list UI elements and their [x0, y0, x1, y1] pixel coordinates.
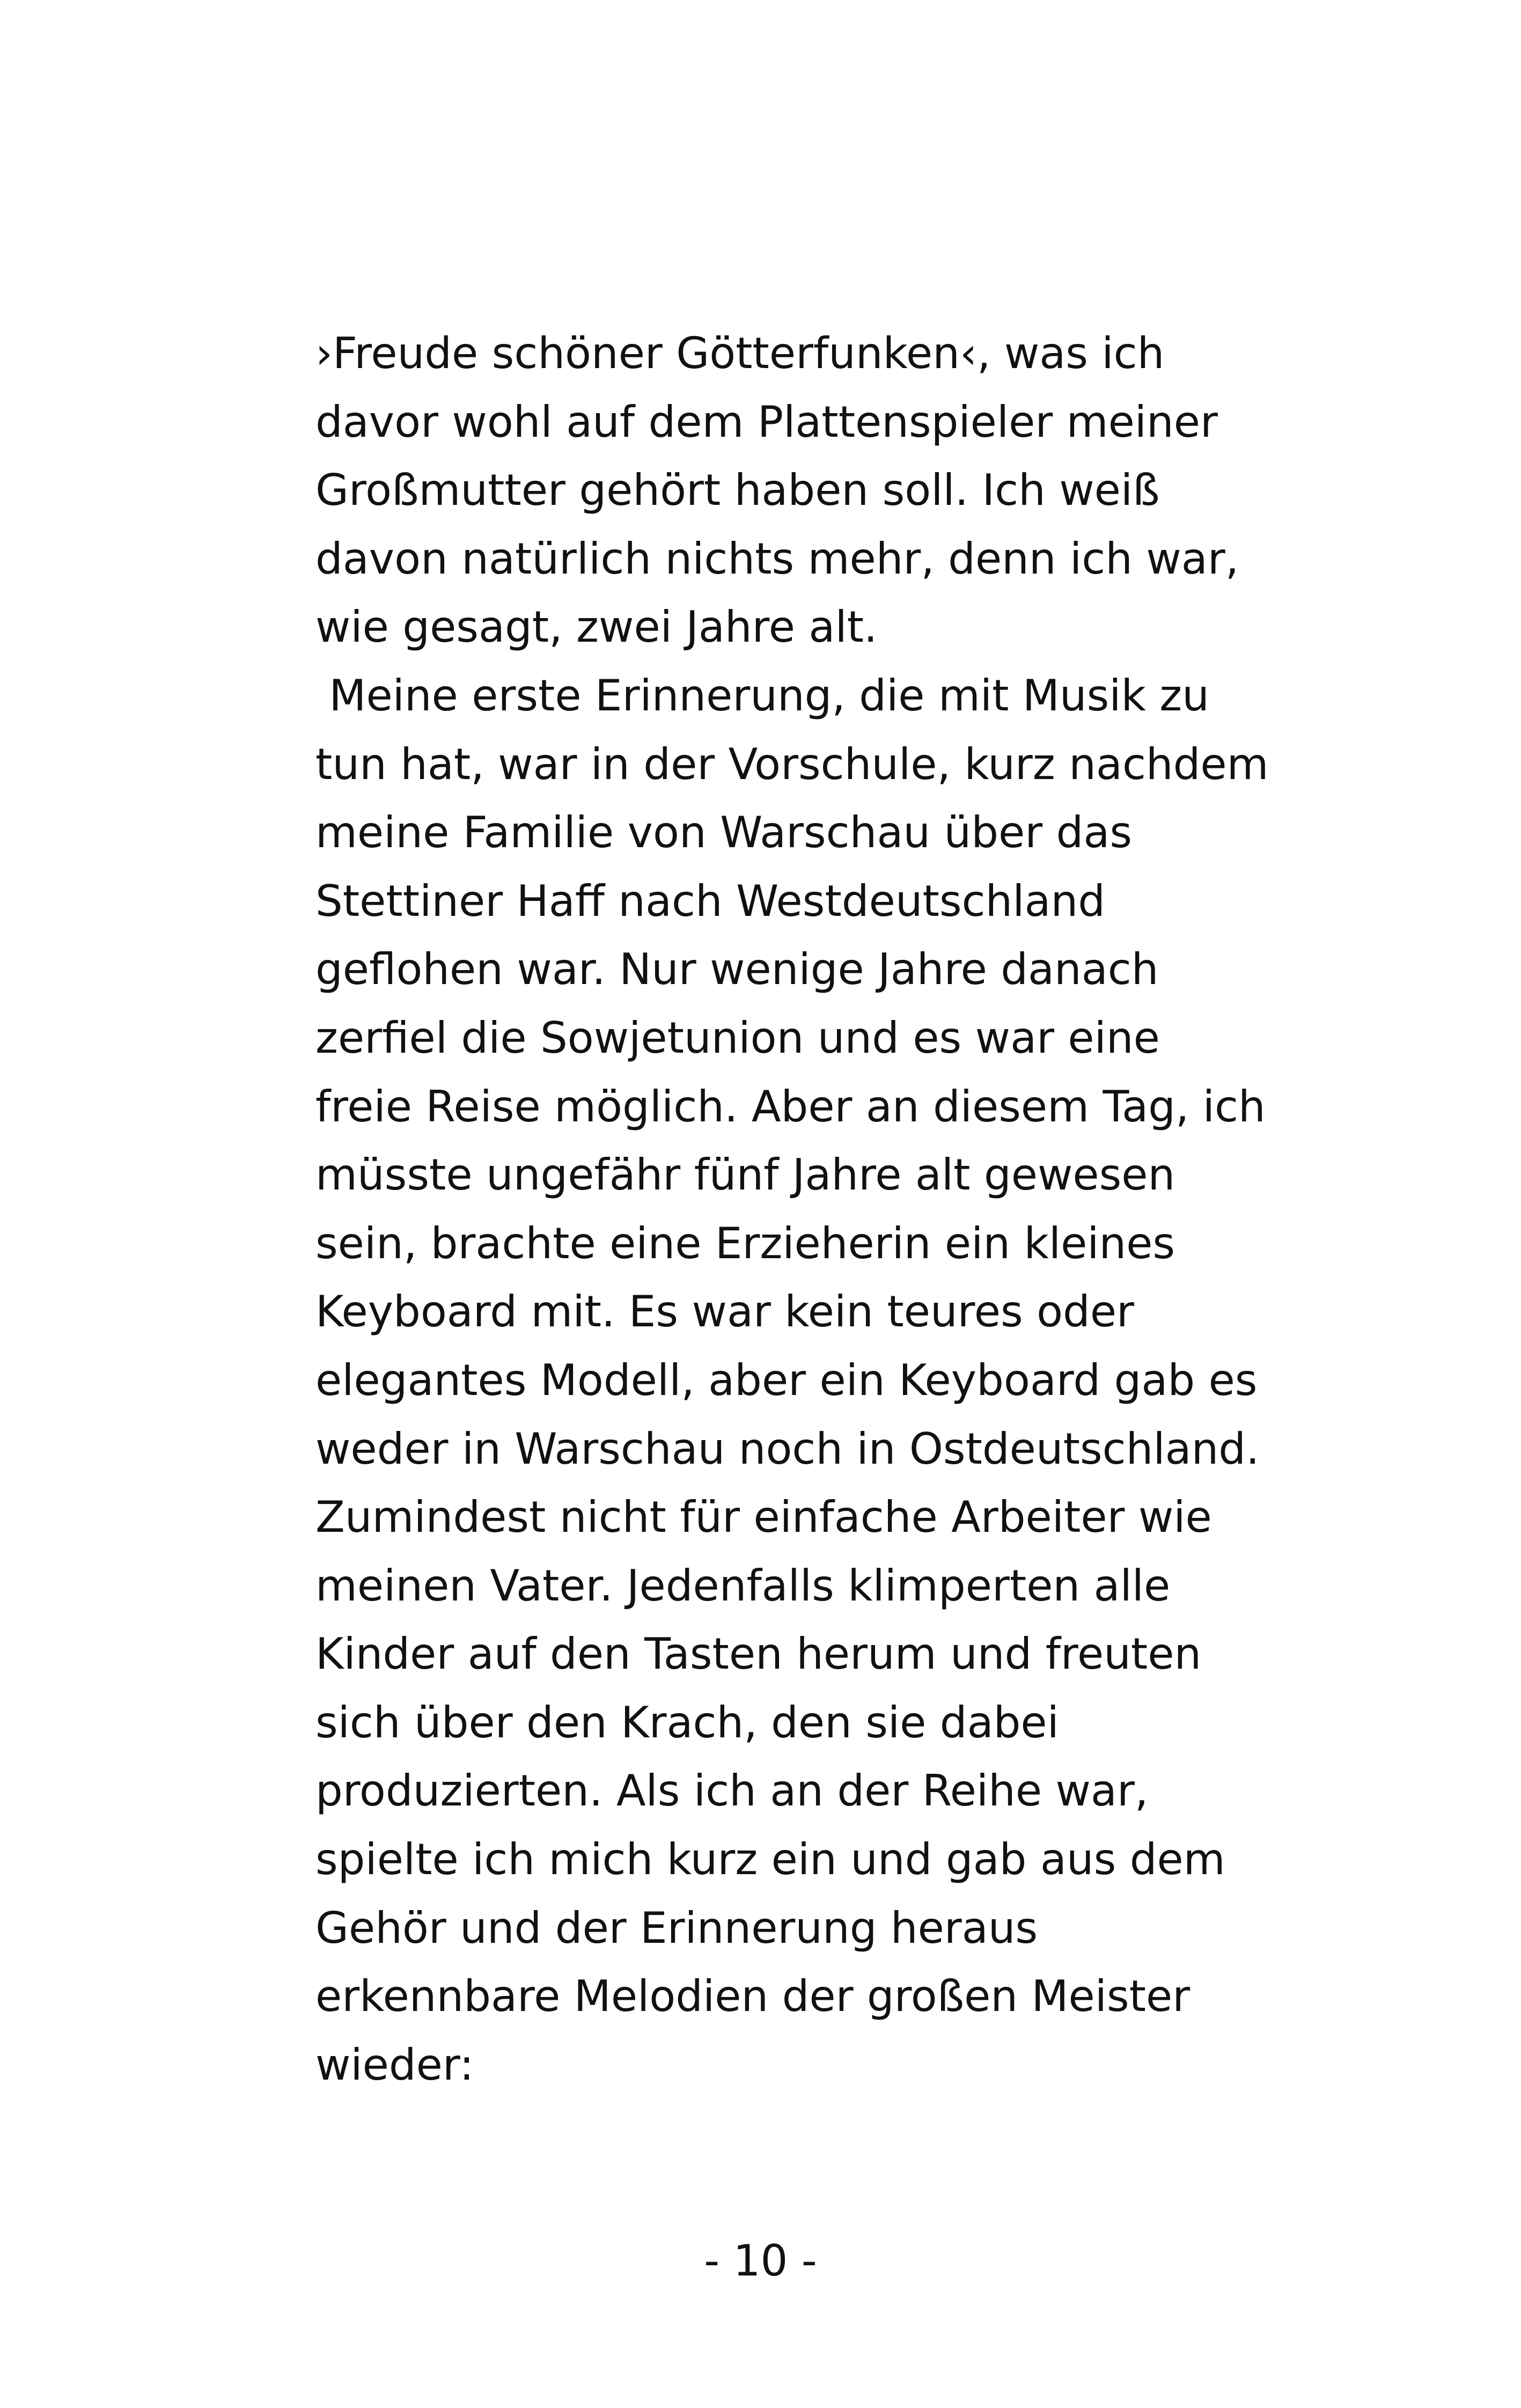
text-line-1: ›Freude schöner Götterfunken‹, was ich	[315, 328, 1165, 378]
text-line-19: meinen Vater. Jedenfalls klimperten alle	[315, 1560, 1171, 1611]
text-line-17: weder in Warschau noch in Ostdeutschland.	[315, 1423, 1260, 1474]
text-line-13: müsste ungefähr fünf Jahre alt gewesen	[315, 1150, 1175, 1200]
text-line-2: davor wohl auf dem Plattenspieler meiner	[315, 397, 1218, 447]
page-number: - 10 -	[704, 2236, 817, 2286]
text-line-20: Kinder auf den Tasten herum und freuten	[315, 1629, 1202, 1679]
text-line-25: erkennbare Melodien der großen Meister	[315, 1971, 1191, 2022]
text-line-23: spielte ich mich kurz ein und gab aus dem	[315, 1834, 1225, 1885]
text-line-21: sich über den Krach, den sie dabei	[315, 1697, 1059, 1748]
body-text	[315, 319, 1269, 2099]
text-line-14: sein, brachte eine Erzieherin ein kleines	[315, 1218, 1175, 1268]
text-line-24: Gehör und der Erinnerung heraus	[315, 1903, 1038, 1953]
text-line-9: Stettiner Haff nach Westdeutschland	[315, 876, 1105, 926]
text-line-16: elegantes Modell, aber ein Keyboard gab es	[315, 1355, 1258, 1405]
text-line-10: geflohen war. Nur wenige Jahre danach	[315, 944, 1159, 995]
text-line-12: freie Reise möglich. Aber an diesem Tag, ich	[315, 1081, 1266, 1132]
text-line-4: davon natürlich nichts mehr, denn ich war,	[315, 533, 1239, 584]
text-line-8: meine Familie von Warschau über das	[315, 807, 1133, 858]
text-line-15: Keyboard mit. Es war kein teures oder	[315, 1287, 1134, 1337]
text-line-3: Großmutter gehört haben soll. Ich weiß	[315, 465, 1160, 516]
text-line-26: wieder:	[315, 2039, 474, 2090]
text-line-22: produzierten. Als ich an der Reihe war,	[315, 1766, 1149, 1816]
text-line-6: Meine erste Erinnerung, die mit Musik zu	[315, 670, 1209, 721]
text-line-5: wie gesagt, zwei Jahre alt.	[315, 602, 878, 652]
text-line-7: tun hat, war in der Vorschule, kurz nachdem	[315, 739, 1269, 789]
text-line-18: Zumindest nicht für einfache Arbeiter wie	[315, 1492, 1212, 1543]
text-line-11: zerfiel die Sowjetunion und es war eine	[315, 1012, 1160, 1063]
